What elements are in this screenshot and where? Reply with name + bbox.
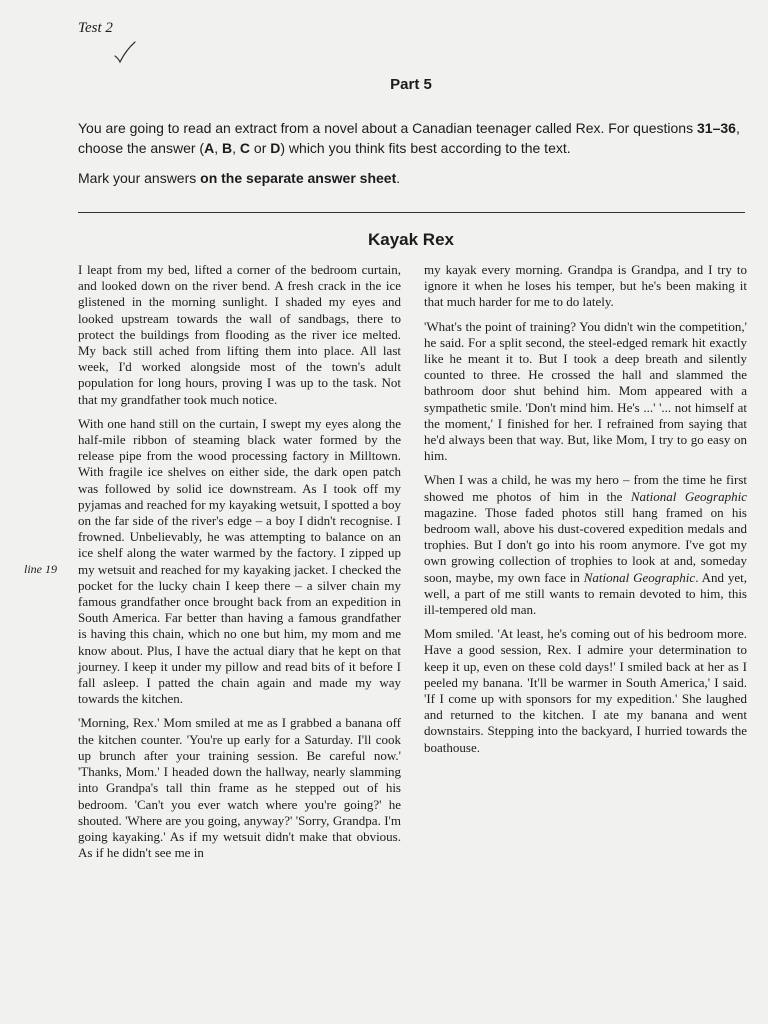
story-paragraph: 'Morning, Rex.' Mom smiled at me as I grabbed a banana off the kitchen counter. 'You're up early for a Saturday. I'll cook up brunch after your training session. Be careful now.' 'Thanks, Mom.' I headed down the hallway, nearly slamming into Grandpa's tall thin frame as he stepped out of his bedroom. 'Can't you ever watch where you're going?' he shouted. 'Where are you going, anyway?' 'Sorry, Grandpa. I'm going kayaking.' As if my wetsuit didn't make that obvious. As if he didn't see me in [78, 715, 401, 861]
instructions-text: ) which you think fits best according to the text. [280, 140, 571, 156]
instructions-text: , choose the answer ( [78, 120, 740, 156]
story-paragraph [424, 472, 747, 618]
instructions [78, 118, 758, 188]
instructions-text: . [396, 170, 401, 186]
handwritten-tick-icon [112, 40, 138, 66]
magazine-title: National Geographic [583, 569, 696, 585]
option-c: C [239, 140, 251, 156]
story-paragraph: With one hand still on the curtain, I swept my eyes along the half-mile ribbon of steaming black water formed by the release pipe from the wood processing factory in Milltown. With fragile ice shelves on either side, the dark open patch was followed by solid ice downstream. As I took off my pyjamas and reached for my kayaking wetsuit, I spotted a boy on the far side of the river's edge – a boy I didn't recognise. I frowned. Unbelievably, he was attempting to balance on an ice shelf along the water warmed by the factory. I zipped up my wetsuit and reached for my kayaking jacket. I checked the pocket for the lucky chain I keep there – a silver chain my famous grandfather once brought back from an expedition in South America. Far better than having a famous grandfather is having this chain, which no one but him, my mom and me know about. Plus, I have the actual diary that he kept on that journey. I keep it under my pillow and read bits of it before I fall asleep. I patted the chain again and made my way towards the kitchen. [78, 415, 401, 707]
question-range: 31–36 [697, 120, 736, 136]
instructions-text: Mark your answers [78, 170, 201, 186]
story-text: When I was a child, he was my hero – from the time he first showed me photos of him in the [424, 472, 747, 504]
separator: , [214, 140, 222, 156]
option-b: B [221, 140, 233, 156]
story-text: magazine. Those faded photos still hang framed on his bedroom wall, above his dust-covered expedition medals and trophies. But I don't go into his room anymore. I've got my own growing collection of trophies to look at and, someday soon, maybe, my own face in [424, 504, 747, 585]
story-column-right [424, 262, 747, 764]
story-paragraph: I leapt from my bed, lifted a corner of the bedroom curtain, and looked down on the river bend. A fresh crack in the ice glistened in the morning sunlight. I shaded my eyes and looked upstream towards the wall of sandbags, there to protect the buildings from flooding as the river ice melted. My back still ached from lifting them into place. All last week, I'd worked alongside most of the town's adult population for long hours, proving I was up to the task. Not that my grandfather took much notice. [78, 262, 401, 407]
instructions-mark [78, 168, 758, 188]
separator: , [232, 140, 240, 156]
line-marker: line 19 [24, 562, 57, 576]
magazine-title: National Geographic [630, 488, 747, 504]
divider [78, 212, 745, 213]
story-paragraph: 'What's the point of training? You didn't win the competition,' he said. For a split second, the steel-edged remark hit exactly like he meant it to. But I took a deep breath and silently counted to three. He crossed the hall and slammed the bathroom door shut behind him. Mom appeared with a sympathetic smile. 'Don't mind him. He's ...' '... not himself at the moment,' I finished for her. I refrained from saying that he'd always been that way. But, like Mom, I try to go easy on him. [424, 318, 747, 464]
test-label: Test 2 [78, 20, 113, 36]
story-text: . And yet, well, a part of me still wants to remain devoted to him, this ill-tempered old man. [424, 569, 747, 618]
instructions-questions [78, 118, 758, 158]
story-paragraph: my kayak every morning. Grandpa is Grandpa, and I try to ignore it when he loses his temper, but he's been making it that much harder for me to do lately. [424, 262, 747, 310]
option-a: A [204, 140, 215, 156]
instructions-text: You are going to read an extract from a novel about a Canadian teenager called Rex. For questions [78, 120, 697, 136]
story-paragraph: Mom smiled. 'At least, he's coming out of his bedroom more. Have a good session, Rex. I admire your determination to keep it up, even on these cold days!' I smiled back at her as I peeled my banana. 'It'll be warmer in South America,' I said. 'If I come up with sponsors for my expedition.' She laughed and returned to the kitchen. I ate my banana and went downstairs. Stepping into the backyard, I hurried towards the boathouse. [424, 626, 747, 755]
answer-sheet-note: on the separate answer sheet [200, 170, 397, 186]
separator: or [250, 140, 271, 156]
option-d: D [270, 140, 281, 156]
story-column-left [78, 262, 401, 869]
story-title: Kayak Rex [367, 230, 454, 249]
part-title: Part 5 [390, 76, 432, 93]
